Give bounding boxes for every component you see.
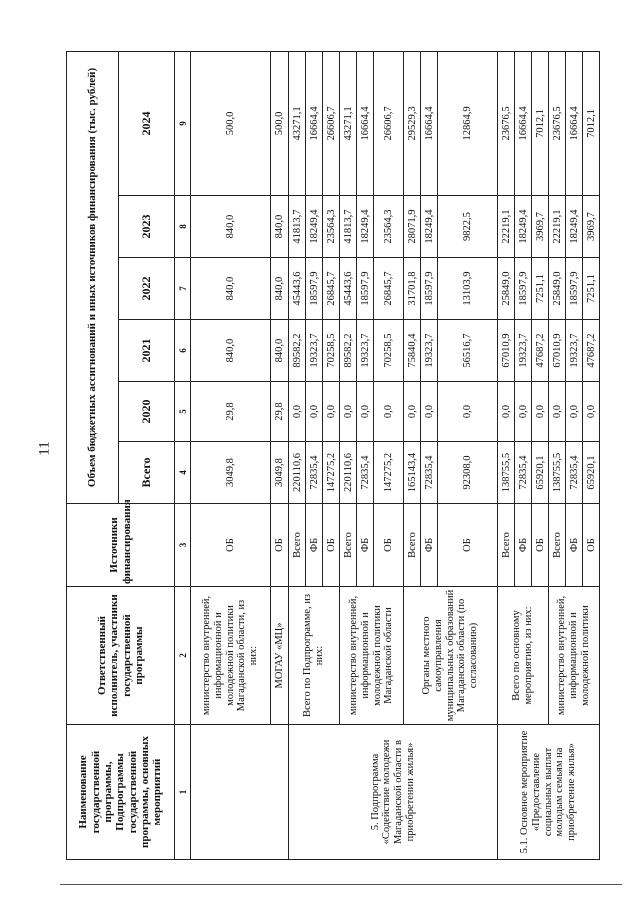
header-year: 2023 xyxy=(119,196,175,258)
column-number: 5 xyxy=(175,382,191,442)
value-cell: 7251,1 xyxy=(583,258,600,320)
header-executor: Ответственный исполнитель, участники государственной программы xyxy=(67,587,175,725)
value-cell: 29,8 xyxy=(191,382,271,442)
program-name-cell xyxy=(191,725,289,860)
value-cell: 500,0 xyxy=(191,51,271,195)
value-cell: 18597,9 xyxy=(566,258,583,320)
value-cell: 67010,9 xyxy=(549,320,566,382)
value-cell: 72835,4 xyxy=(566,442,583,504)
header-year: 2021 xyxy=(119,320,175,382)
value-cell: 25849,0 xyxy=(549,258,566,320)
value-cell: 0,0 xyxy=(357,382,374,442)
program-name-cell: 5. Подпрограмма «Содействие молодежи Магаданской области в приобретении жилья» xyxy=(289,725,498,860)
value-cell: 138755,5 xyxy=(498,442,515,504)
value-cell: 26606,7 xyxy=(374,51,404,195)
value-cell: 18597,9 xyxy=(306,258,323,320)
header-year: 2024 xyxy=(119,51,175,195)
value-cell: 220110,6 xyxy=(340,442,357,504)
source-cell: ОБ xyxy=(323,504,340,587)
value-cell: 28071,9 xyxy=(404,196,421,258)
value-cell: 23564,3 xyxy=(323,196,340,258)
value-cell: 19323,7 xyxy=(515,320,532,382)
bottom-rule xyxy=(60,884,622,885)
column-number: 3 xyxy=(175,504,191,587)
executor-cell: Всего по основному мероприятию, из них: xyxy=(498,587,549,725)
source-cell: Всего xyxy=(549,504,566,587)
value-cell: 67010,9 xyxy=(498,320,515,382)
program-name-cell: 5.1. Основное мероприятие «Предоставление социальных выплат молодым семьям на приобретение жилья» xyxy=(498,725,600,860)
value-cell: 220110,6 xyxy=(289,442,306,504)
value-cell: 0,0 xyxy=(498,382,515,442)
value-cell: 16664,4 xyxy=(421,51,438,195)
source-cell: ФБ xyxy=(421,504,438,587)
executor-cell: Всего по Подпрограмме, из них: xyxy=(289,587,340,725)
source-cell: ФБ xyxy=(515,504,532,587)
value-cell: 18249,4 xyxy=(306,196,323,258)
value-cell: 9822,5 xyxy=(438,196,498,258)
source-cell: ФБ xyxy=(357,504,374,587)
value-cell: 0,0 xyxy=(306,382,323,442)
value-cell: 18249,4 xyxy=(421,196,438,258)
source-cell: ОБ xyxy=(583,504,600,587)
value-cell: 0,0 xyxy=(374,382,404,442)
source-cell: ОБ xyxy=(191,504,271,587)
value-cell: 7012,1 xyxy=(532,51,549,195)
executor-cell: МОГАУ «МЦ» xyxy=(271,587,289,725)
value-cell: 840,0 xyxy=(271,320,289,382)
value-cell: 0,0 xyxy=(340,382,357,442)
value-cell: 43271,1 xyxy=(340,51,357,195)
value-cell: 3969,7 xyxy=(532,196,549,258)
value-cell: 16664,4 xyxy=(306,51,323,195)
column-number: 4 xyxy=(175,442,191,504)
column-number: 6 xyxy=(175,320,191,382)
value-cell: 70258,5 xyxy=(323,320,340,382)
value-cell: 65920,1 xyxy=(532,442,549,504)
value-cell: 840,0 xyxy=(271,196,289,258)
source-cell: ОБ xyxy=(374,504,404,587)
source-cell: Всего xyxy=(404,504,421,587)
value-cell: 12864,9 xyxy=(438,51,498,195)
value-cell: 18249,4 xyxy=(515,196,532,258)
value-cell: 23564,3 xyxy=(374,196,404,258)
value-cell: 16664,4 xyxy=(357,51,374,195)
header-year: 2020 xyxy=(119,382,175,442)
value-cell: 18249,4 xyxy=(357,196,374,258)
column-number: 9 xyxy=(175,51,191,195)
value-cell: 840,0 xyxy=(191,258,271,320)
source-cell: Всего xyxy=(498,504,515,587)
executor-cell: министерство внутренней, информационной и молодежной политики Магаданской области xyxy=(340,587,404,725)
value-cell: 3969,7 xyxy=(583,196,600,258)
value-cell: 18597,9 xyxy=(421,258,438,320)
source-cell: Всего xyxy=(289,504,306,587)
source-cell: ФБ xyxy=(306,504,323,587)
header-source: Источники финансирования xyxy=(67,504,175,587)
table-header xyxy=(67,51,191,859)
value-cell: 0,0 xyxy=(532,382,549,442)
value-cell: 18249,4 xyxy=(566,196,583,258)
value-cell: 72835,4 xyxy=(515,442,532,504)
value-cell: 22219,1 xyxy=(498,196,515,258)
source-cell: ФБ xyxy=(566,504,583,587)
column-number: 8 xyxy=(175,196,191,258)
value-cell: 19323,7 xyxy=(357,320,374,382)
value-cell: 3049,8 xyxy=(271,442,289,504)
value-cell: 7012,1 xyxy=(583,51,600,195)
column-number: 1 xyxy=(175,725,191,860)
value-cell: 70258,5 xyxy=(374,320,404,382)
value-cell: 0,0 xyxy=(566,382,583,442)
value-cell: 0,0 xyxy=(438,382,498,442)
value-cell: 45443,6 xyxy=(289,258,306,320)
header-year: Всего xyxy=(119,442,175,504)
value-cell: 0,0 xyxy=(404,382,421,442)
table-row xyxy=(191,51,271,859)
value-cell: 43271,1 xyxy=(289,51,306,195)
value-cell: 0,0 xyxy=(583,382,600,442)
value-cell: 0,0 xyxy=(421,382,438,442)
value-cell: 72835,4 xyxy=(357,442,374,504)
value-cell: 92308,0 xyxy=(438,442,498,504)
value-cell: 23676,5 xyxy=(549,51,566,195)
value-cell: 840,0 xyxy=(191,320,271,382)
value-cell: 147275,2 xyxy=(374,442,404,504)
value-cell: 25849,0 xyxy=(498,258,515,320)
executor-cell: министерство внутренней, информационной и молодежной политики xyxy=(549,587,600,725)
value-cell: 22219,1 xyxy=(549,196,566,258)
column-number: 2 xyxy=(175,587,191,725)
value-cell: 3049,8 xyxy=(191,442,271,504)
table-row xyxy=(289,51,306,859)
value-cell: 19323,7 xyxy=(421,320,438,382)
value-cell: 89582,2 xyxy=(289,320,306,382)
page-number: 11 xyxy=(36,441,53,456)
value-cell: 47687,2 xyxy=(532,320,549,382)
executor-cell: министерство внутренней, информационной и молодежной политики Магаданской области, из них: xyxy=(191,587,271,725)
table-area xyxy=(66,52,597,860)
header-year: 2022 xyxy=(119,258,175,320)
budget-table xyxy=(66,51,600,860)
value-cell: 840,0 xyxy=(271,258,289,320)
value-cell: 16664,4 xyxy=(566,51,583,195)
value-cell: 0,0 xyxy=(549,382,566,442)
value-cell: 19323,7 xyxy=(566,320,583,382)
value-cell: 41813,7 xyxy=(340,196,357,258)
value-cell: 41813,7 xyxy=(289,196,306,258)
value-cell: 72835,4 xyxy=(421,442,438,504)
value-cell: 26845,7 xyxy=(323,258,340,320)
executor-cell: Органы местного самоуправления муниципальных образований Магаданской области (по согласованию) xyxy=(404,587,498,725)
value-cell: 13103,9 xyxy=(438,258,498,320)
value-cell: 147275,2 xyxy=(323,442,340,504)
value-cell: 47687,2 xyxy=(583,320,600,382)
value-cell: 89582,2 xyxy=(340,320,357,382)
value-cell: 26606,7 xyxy=(323,51,340,195)
value-cell: 56516,7 xyxy=(438,320,498,382)
value-cell: 18597,9 xyxy=(357,258,374,320)
rotated-table-wrapper xyxy=(66,52,597,860)
value-cell: 19323,7 xyxy=(306,320,323,382)
source-cell: Всего xyxy=(340,504,357,587)
value-cell: 165143,4 xyxy=(404,442,421,504)
value-cell: 7251,1 xyxy=(532,258,549,320)
value-cell: 138755,5 xyxy=(549,442,566,504)
value-cell: 500,0 xyxy=(271,51,289,195)
table-row xyxy=(498,51,515,859)
value-cell: 29529,3 xyxy=(404,51,421,195)
header-name: Наименование государственной программы, Подпрограммы государственной программы, основных мероприятий xyxy=(67,725,175,860)
column-number: 7 xyxy=(175,258,191,320)
value-cell: 0,0 xyxy=(289,382,306,442)
header-funding: Объем бюджетных ассигнований и иных источников финансирования (тыс. рублей) xyxy=(67,51,119,503)
value-cell: 45443,6 xyxy=(340,258,357,320)
value-cell: 26845,7 xyxy=(374,258,404,320)
value-cell: 16664,4 xyxy=(515,51,532,195)
source-cell: ОБ xyxy=(271,504,289,587)
value-cell: 29,8 xyxy=(271,382,289,442)
value-cell: 72835,4 xyxy=(306,442,323,504)
value-cell: 23676,5 xyxy=(498,51,515,195)
table-body xyxy=(191,51,600,859)
value-cell: 65920,1 xyxy=(583,442,600,504)
value-cell: 840,0 xyxy=(191,196,271,258)
source-cell: ОБ xyxy=(532,504,549,587)
value-cell: 0,0 xyxy=(323,382,340,442)
value-cell: 18597,9 xyxy=(515,258,532,320)
value-cell: 0,0 xyxy=(515,382,532,442)
source-cell: ОБ xyxy=(438,504,498,587)
value-cell: 31701,8 xyxy=(404,258,421,320)
value-cell: 75840,4 xyxy=(404,320,421,382)
